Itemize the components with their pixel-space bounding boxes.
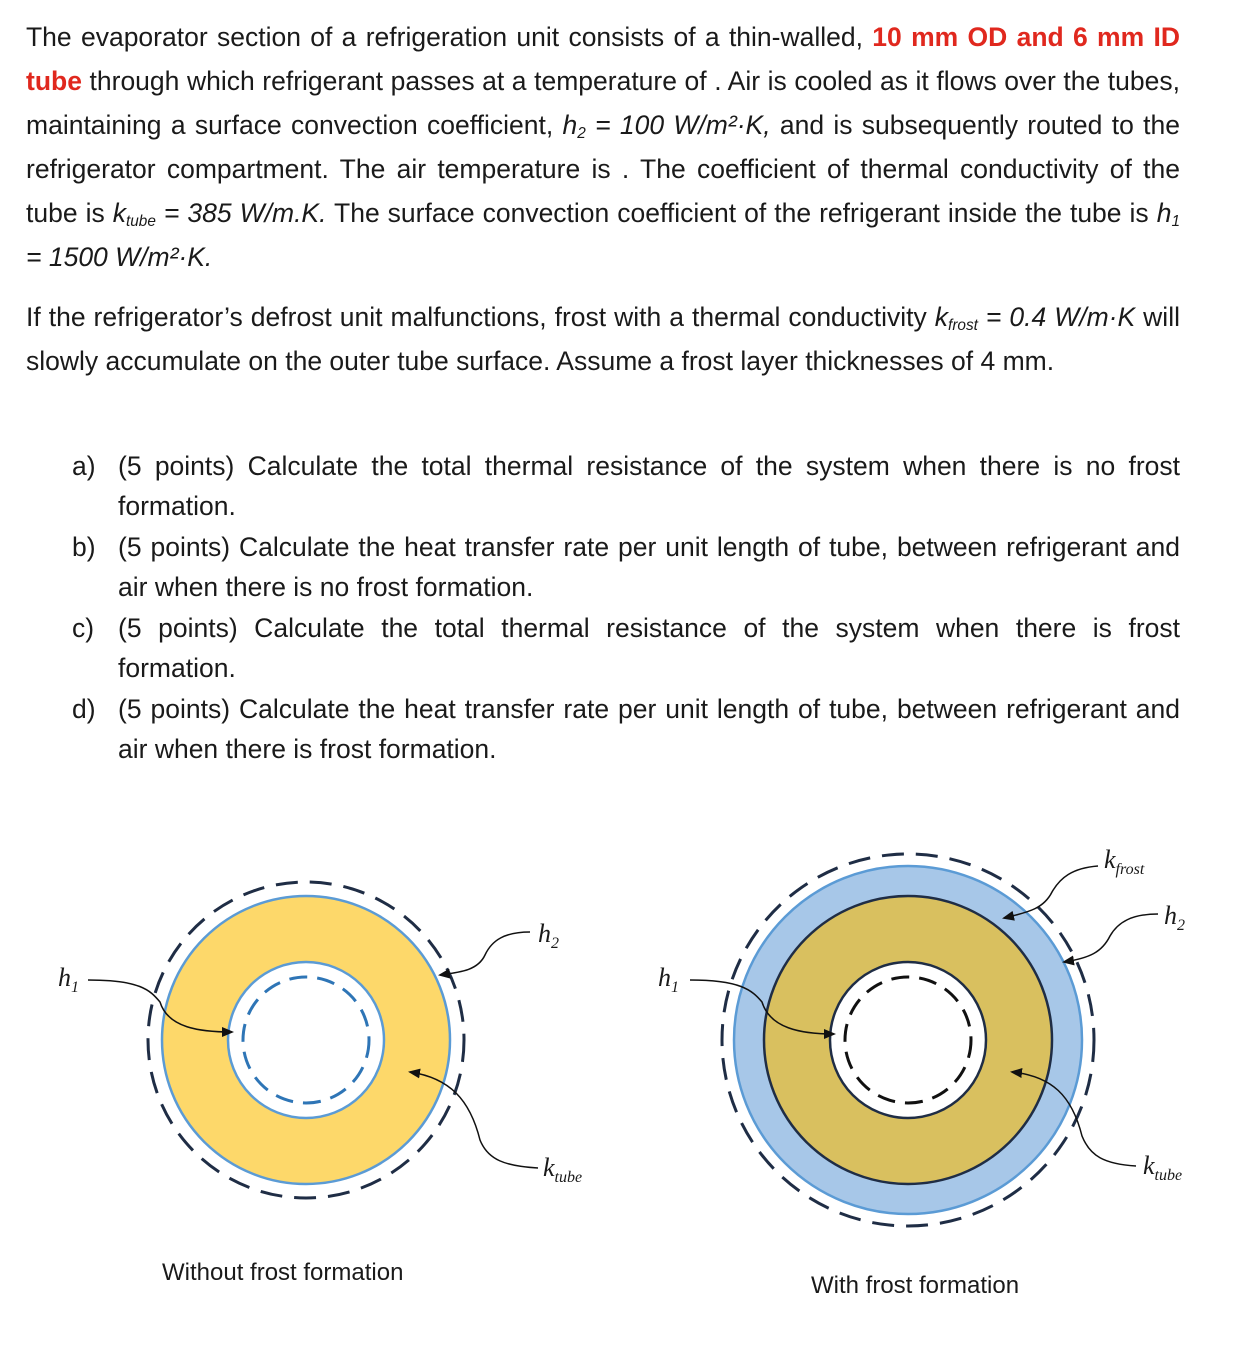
- kfrost-value: = 0.4 W/m·K: [985, 302, 1136, 332]
- question-list: [72, 446, 1180, 770]
- question-letter: d): [72, 694, 96, 724]
- p1-text-a: The evaporator section of a refrigeration unit consists of a thin-walled,: [26, 22, 863, 52]
- p1-text-d: The surface convection coefficient of the refrigerant inside the tube is: [334, 198, 1149, 228]
- kfrost-symbol: $k_{frost}$: [934, 302, 978, 334]
- question-text: (5 points) Calculate the heat transfer rate per unit length of tube, between refrigerant and air when there is frost formation.: [118, 694, 1180, 764]
- tube-bore: [228, 962, 384, 1118]
- tube-cross-section-diagrams: [0, 820, 1233, 1240]
- h1-label: $h_1$: [658, 963, 679, 996]
- problem-paragraph-2: [26, 295, 1180, 383]
- diagram-with-frost: [658, 845, 1185, 1226]
- h1-label: $h_1$: [58, 963, 79, 996]
- question-text: (5 points) Calculate the total thermal resistance of the system when there is no frost formation.: [118, 451, 1180, 521]
- h2-label: $h_2$: [538, 919, 559, 952]
- h2-value: = 100 W/m²·K,: [595, 110, 771, 140]
- h2-symbol: $h_2$: [562, 110, 586, 142]
- ktube-label: $k_{tube}$: [543, 1153, 583, 1186]
- ktube-value: = 385 W/m.K.: [163, 198, 327, 228]
- p2-text-a: If the refrigerator’s defrost unit malfunctions, frost with a thermal conductivity: [26, 302, 927, 332]
- p1-text-c: and is subsequently routed to the refrigerator compartment. The air temperature is . The coefficient of thermal conductivity of the tube is: [26, 110, 1180, 228]
- p2-text-b: will slowly accumulate on the outer tube surface. Assume a frost layer thicknesses of 4 mm.: [26, 302, 1180, 376]
- tube-dimensions-highlight: 10 mm OD and 6 mm ID tube: [26, 22, 1180, 96]
- question-b: [72, 527, 1180, 607]
- h2-leader-arrow: [1064, 914, 1158, 962]
- question-text: (5 points) Calculate the total thermal resistance of the system when there is frost formation.: [118, 613, 1180, 683]
- question-letter: b): [72, 532, 96, 562]
- question-letter: a): [72, 451, 96, 481]
- question-text: (5 points) Calculate the heat transfer rate per unit length of tube, between refrigerant and air when there is no frost formation.: [118, 532, 1180, 602]
- question-d: [72, 689, 1180, 769]
- question-a: [72, 446, 1180, 526]
- caption-with-frost: With frost formation: [811, 1272, 1020, 1299]
- question-c: [72, 608, 1180, 688]
- p1-text-b: through which refrigerant passes at a temperature of . Air is cooled as it flows over the tubes, maintaining a surface convection coefficient,: [26, 66, 1180, 140]
- problem-paragraph-1: [26, 15, 1180, 279]
- h2-label: $h_2$: [1164, 901, 1185, 934]
- h1-value: = 1500 W/m²·K.: [26, 242, 213, 272]
- h2-leader-arrow: [440, 932, 530, 975]
- question-letter: c): [72, 613, 95, 643]
- diagram-without-frost: [58, 882, 582, 1198]
- kfrost-label: $k_{frost}$: [1104, 845, 1145, 878]
- tube-bore: [830, 962, 986, 1118]
- h1-symbol: $h_1$: [1156, 198, 1180, 230]
- ktube-symbol: $k_{tube}$: [112, 198, 156, 230]
- ktube-label: $k_{tube}$: [1143, 1151, 1183, 1184]
- caption-without-frost: Without frost formation: [162, 1259, 404, 1286]
